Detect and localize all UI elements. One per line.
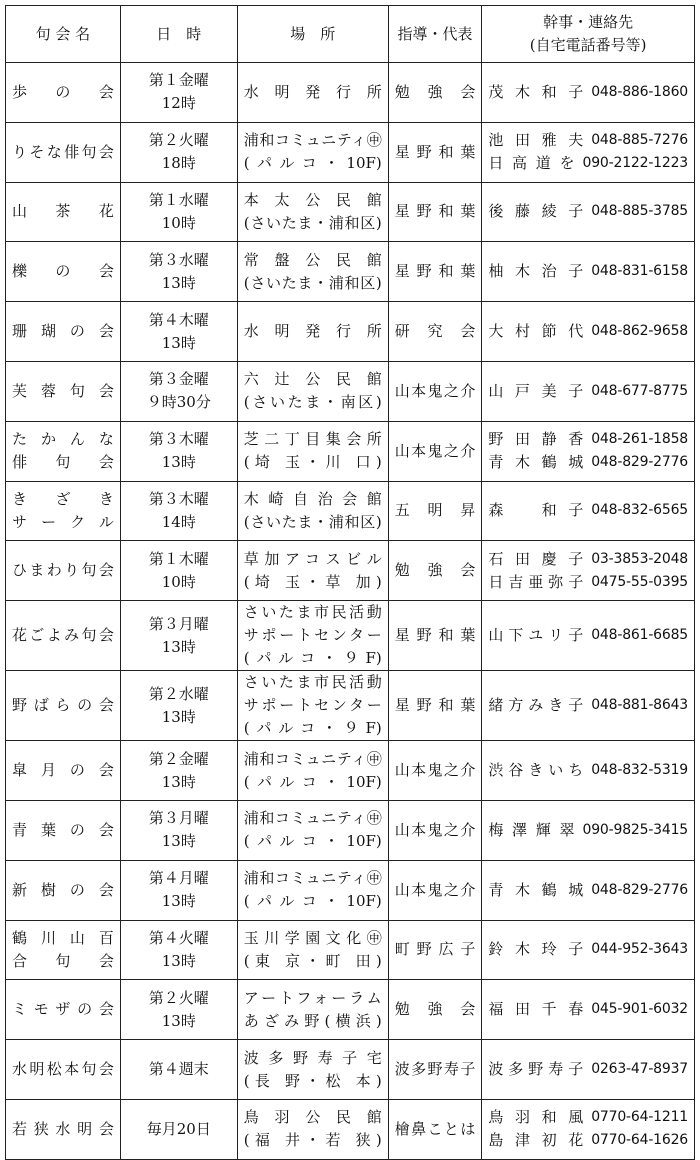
header-leader: 指導・代表: [388, 6, 482, 63]
table-row: [6, 361, 695, 421]
contact-phone: 090-2122-1223: [582, 155, 688, 172]
header-name: 句 会 名: [6, 6, 121, 63]
place-line: (パルコ・９F): [243, 719, 382, 738]
contact-phone: 048-832-5319: [591, 762, 688, 779]
time-line: 毎月20日: [146, 1119, 211, 1138]
cell-group-name: [6, 601, 121, 671]
contact-person: 野田静香: [488, 430, 584, 449]
time-line: 13時: [161, 453, 196, 472]
cell-time: [120, 242, 237, 302]
time-line: 13時: [161, 333, 196, 352]
cell-leader: 勉 強 会: [388, 980, 482, 1040]
cell-leader: 星野和葉: [388, 601, 482, 671]
place-line: 浦和コミュニティ㊥: [243, 809, 382, 828]
cell-place: [237, 671, 388, 741]
contact-line: [488, 260, 688, 283]
contact-line: [488, 428, 688, 451]
contact-phone: 0770-64-1626: [591, 1132, 688, 1149]
contact-phone: 0475-55-0395: [591, 573, 688, 590]
group-name-line: 皐 月 の 会: [12, 761, 114, 780]
cell-leader: 山本鬼之介: [388, 741, 482, 801]
contact-person: 鳥羽和風: [488, 1108, 584, 1127]
contact-person: 柚木治子: [488, 262, 584, 281]
group-name-line: 歩 の 会: [12, 82, 114, 101]
time-line: 12時: [161, 94, 196, 113]
cell-contact: [482, 541, 695, 601]
contact-phone: 048-885-3785: [591, 203, 688, 220]
contact-line: [488, 152, 688, 175]
cell-leader: 勉 強 会: [388, 541, 482, 601]
contact-phone: 048-862-9658: [591, 323, 688, 340]
time-line: 第１木曜: [148, 549, 209, 568]
place-line: 浦和コミュニティ㊥: [243, 749, 382, 768]
group-name-line: 鶴 川 山 百: [12, 928, 114, 947]
contact-line: [488, 1106, 688, 1129]
cell-contact: [482, 671, 695, 741]
cell-time: [120, 421, 237, 481]
contact-line: [488, 129, 688, 152]
contact-person: 福田千春: [488, 1000, 584, 1019]
place-line: さいたま市民活動: [243, 603, 382, 622]
cell-leader: 星野和葉: [388, 122, 482, 182]
cell-contact: [482, 980, 695, 1040]
time-line: 第３金曜: [148, 370, 209, 389]
group-name-line: 新 樹 の 会: [12, 880, 114, 899]
contact-person: 島津初花: [488, 1131, 584, 1150]
contact-person: 緒方みき子: [488, 696, 584, 715]
contact-phone: 0770-64-1211: [591, 1109, 688, 1126]
group-name-line: 櫟 の 会: [12, 262, 114, 281]
place-line: (さいたま・浦和区): [243, 213, 382, 232]
contact-person: 大村節代: [488, 322, 584, 341]
contact-line: [488, 81, 688, 104]
time-line: 第３月曜: [148, 614, 209, 633]
cell-group-name: [6, 980, 121, 1040]
place-line: サポートセンター: [243, 696, 382, 715]
header-contact: [482, 6, 695, 63]
cell-place: [237, 980, 388, 1040]
table-row: [6, 980, 695, 1040]
place-line: (さいたま・浦和区): [243, 273, 382, 292]
cell-leader: 檜鼻ことは: [388, 1099, 482, 1159]
table-row: [6, 481, 695, 541]
contact-line: [488, 200, 688, 223]
table-row: [6, 800, 695, 860]
cell-leader: 波多野寿子: [388, 1040, 482, 1100]
place-line: アートフォーラム: [243, 988, 382, 1007]
cell-place: [237, 741, 388, 801]
contact-person: 山戸美子: [488, 381, 584, 400]
time-line: 13時: [161, 637, 196, 656]
cell-contact: [482, 361, 695, 421]
cell-group-name: [6, 421, 121, 481]
table-row: [6, 182, 695, 242]
place-line: 水 明 発 行 所: [243, 322, 382, 341]
cell-contact: [482, 242, 695, 302]
time-line: 第２金曜: [148, 749, 209, 768]
cell-contact: [482, 860, 695, 920]
contact-line: [488, 819, 688, 842]
group-name-line: たかんな: [12, 430, 114, 449]
place-line: (福 井・若 狭): [243, 1131, 382, 1150]
time-line: 第１金曜: [148, 71, 209, 90]
cell-contact: [482, 920, 695, 980]
group-name-line: サークル: [12, 512, 114, 531]
time-line: 13時: [161, 951, 196, 970]
time-line: 13時: [161, 1011, 196, 1030]
cell-leader: 山本鬼之介: [388, 800, 482, 860]
place-line: 六 辻 公 民 館: [243, 370, 382, 389]
contact-person: 山下ユリ子: [488, 626, 584, 645]
cell-time: [120, 63, 237, 123]
contact-phone: 048-829-2776: [591, 454, 688, 471]
cell-group-name: [6, 302, 121, 362]
cell-time: [120, 671, 237, 741]
table-row: [6, 541, 695, 601]
table-row: [6, 421, 695, 481]
cell-time: [120, 182, 237, 242]
haiku-group-table: [5, 5, 695, 1160]
time-line: 第３木曜: [148, 489, 209, 508]
contact-line: [488, 624, 688, 647]
cell-leader: 勉 強 会: [388, 63, 482, 123]
place-line: 水 明 発 行 所: [243, 82, 382, 101]
cell-time: [120, 800, 237, 860]
cell-contact: [482, 302, 695, 362]
table-row: [6, 242, 695, 302]
group-name-line: りそな俳句会: [12, 142, 114, 161]
cell-group-name: [6, 242, 121, 302]
contact-line: [488, 938, 688, 961]
time-line: 第４週末: [148, 1060, 209, 1079]
contact-line: [488, 499, 688, 522]
contact-phone: 048-832-6565: [591, 502, 688, 519]
place-line: (パルコ・10F): [243, 154, 382, 173]
group-name-line: 山 茶 花: [12, 202, 114, 221]
cell-group-name: [6, 361, 121, 421]
contact-line: [488, 759, 688, 782]
table-row: [6, 741, 695, 801]
contact-person: 梅澤輝翠: [488, 820, 575, 839]
contact-person: 茂木和子: [488, 82, 584, 101]
time-line: 13時: [161, 892, 196, 911]
cell-time: [120, 920, 237, 980]
contact-person: 鈴木玲子: [488, 940, 584, 959]
time-line: ９時30分: [146, 393, 211, 412]
cell-contact: [482, 800, 695, 860]
place-line: (パルコ・９F): [243, 649, 382, 668]
place-line: 波多野寿子宅: [243, 1048, 382, 1067]
contact-phone: 048-886-1860: [591, 83, 688, 100]
time-line: 第２火曜: [148, 988, 209, 1007]
contact-person: 青木鶴城: [488, 880, 584, 899]
header-contact-main: 幹事・連絡先: [543, 13, 634, 31]
cell-group-name: [6, 920, 121, 980]
cell-group-name: [6, 122, 121, 182]
time-line: 13時: [161, 273, 196, 292]
cell-time: [120, 860, 237, 920]
group-name-line: 合 句 会: [12, 951, 114, 970]
contact-line: [488, 1058, 688, 1081]
contact-phone: 0263-47-8937: [591, 1061, 688, 1078]
table-header-row: [6, 6, 695, 63]
time-line: 第２水曜: [148, 684, 209, 703]
table-row: [6, 122, 695, 182]
time-line: 18時: [161, 154, 196, 173]
table-row: [6, 601, 695, 671]
contact-person: 渋谷きいち: [488, 761, 584, 780]
time-line: 第３水曜: [148, 250, 209, 269]
header-place: 場 所: [237, 6, 388, 63]
cell-group-name: [6, 63, 121, 123]
place-line: (パルコ・10F): [243, 772, 382, 791]
place-line: (長 野・松 本): [243, 1071, 382, 1090]
contact-line: [488, 548, 688, 571]
contact-person: 石田慶子: [488, 549, 584, 568]
group-name-line: き ざ き: [12, 489, 114, 508]
contact-phone: 044-952-3643: [591, 941, 688, 958]
place-line: サポートセンター: [243, 626, 382, 645]
contact-line: [488, 451, 688, 474]
cell-group-name: [6, 182, 121, 242]
place-line: 浦和コミュニティ㊥: [243, 869, 382, 888]
cell-time: [120, 741, 237, 801]
table-row: [6, 302, 695, 362]
group-name-line: ひまわり句会: [12, 561, 114, 580]
cell-group-name: [6, 800, 121, 860]
contact-line: [488, 694, 688, 717]
contact-line: [488, 998, 688, 1021]
cell-contact: [482, 481, 695, 541]
cell-leader: 町野広子: [388, 920, 482, 980]
contact-line: [488, 320, 688, 343]
table-row: [6, 920, 695, 980]
header-time: 日 時: [120, 6, 237, 63]
place-line: (埼 玉・川 口): [243, 453, 382, 472]
contact-line: [488, 571, 688, 594]
cell-time: [120, 481, 237, 541]
contact-person: 波多野寿子: [488, 1060, 584, 1079]
contact-phone: 048-831-6158: [591, 263, 688, 280]
cell-contact: [482, 741, 695, 801]
time-line: 第４木曜: [148, 310, 209, 329]
group-name-line: 芙 蓉 句 会: [12, 381, 114, 400]
time-line: 13時: [161, 772, 196, 791]
time-line: 第４火曜: [148, 928, 209, 947]
place-line: 木崎自治会館: [243, 489, 382, 508]
cell-time: [120, 541, 237, 601]
cell-contact: [482, 1040, 695, 1100]
cell-contact: [482, 601, 695, 671]
place-line: (さいたま・南区): [243, 393, 382, 412]
place-line: 芝二丁目集会所: [243, 430, 382, 449]
cell-time: [120, 302, 237, 362]
cell-place: [237, 1040, 388, 1100]
cell-group-name: [6, 860, 121, 920]
cell-time: [120, 1099, 237, 1159]
contact-phone: 048-861-6685: [591, 627, 688, 644]
place-line: (埼 玉・草 加): [243, 572, 382, 591]
table-row: [6, 63, 695, 123]
contact-phone: 045-901-6032: [591, 1001, 688, 1018]
place-line: (パルコ・10F): [243, 892, 382, 911]
cell-place: [237, 601, 388, 671]
group-name-line: 俳 句 会: [12, 453, 114, 472]
cell-leader: 星野和葉: [388, 182, 482, 242]
contact-person: 池田雅夫: [488, 131, 584, 150]
cell-time: [120, 361, 237, 421]
table-body: [6, 63, 695, 1160]
cell-contact: [482, 122, 695, 182]
cell-contact: [482, 63, 695, 123]
time-line: 第１水曜: [148, 190, 209, 209]
group-name-line: 青 葉 の 会: [12, 820, 114, 839]
group-name-line: 珊 瑚 の 会: [12, 322, 114, 341]
contact-person: 森 和子: [488, 501, 584, 520]
group-name-line: ミモザの会: [12, 1000, 114, 1019]
place-line: あざみ野(横浜): [243, 1011, 382, 1030]
cell-time: [120, 122, 237, 182]
cell-group-name: [6, 541, 121, 601]
cell-place: [237, 541, 388, 601]
place-line: 常 盤 公 民 館: [243, 250, 382, 269]
time-line: 第３月曜: [148, 809, 209, 828]
cell-time: [120, 980, 237, 1040]
cell-contact: [482, 421, 695, 481]
cell-place: [237, 1099, 388, 1159]
contact-phone: 090-9825-3415: [582, 821, 688, 838]
cell-place: [237, 302, 388, 362]
cell-leader: 山本鬼之介: [388, 421, 482, 481]
contact-phone: 048-829-2776: [591, 881, 688, 898]
cell-time: [120, 1040, 237, 1100]
time-line: 10時: [161, 213, 196, 232]
contact-line: [488, 380, 688, 403]
contact-person: 日高道を: [488, 154, 575, 173]
contact-phone: 048-261-1858: [591, 431, 688, 448]
contact-person: 後藤綾子: [488, 202, 584, 221]
place-line: (東 京・町 田): [243, 951, 382, 970]
table-row: [6, 860, 695, 920]
time-line: 10時: [161, 572, 196, 591]
time-line: 13時: [161, 832, 196, 851]
cell-leader: 星野和葉: [388, 671, 482, 741]
cell-group-name: [6, 671, 121, 741]
time-line: 第３木曜: [148, 430, 209, 449]
cell-leader: 星野和葉: [388, 242, 482, 302]
cell-place: [237, 421, 388, 481]
place-line: (さいたま・浦和区): [243, 512, 382, 531]
cell-place: [237, 481, 388, 541]
place-line: 草加アコスビル: [243, 549, 382, 568]
cell-group-name: [6, 1040, 121, 1100]
place-line: 鳥 羽 公 民 館: [243, 1108, 382, 1127]
time-line: 第４月曜: [148, 869, 209, 888]
cell-place: [237, 361, 388, 421]
time-line: 13時: [161, 707, 196, 726]
cell-place: [237, 242, 388, 302]
table-row: [6, 1040, 695, 1100]
place-line: さいたま市民活動: [243, 673, 382, 692]
time-line: 第２火曜: [148, 131, 209, 150]
cell-place: [237, 63, 388, 123]
group-name-line: 花ごよみ句会: [12, 626, 114, 645]
contact-phone: 03-3853-2048: [591, 550, 688, 567]
contact-phone: 048-881-8643: [591, 697, 688, 714]
place-line: (パルコ・10F): [243, 832, 382, 851]
place-line: 本 太 公 民 館: [243, 190, 382, 209]
contact-person: 日吉亜弥子: [488, 572, 584, 591]
contact-line: [488, 879, 688, 902]
contact-phone: 048-885-7276: [591, 132, 688, 149]
place-line: 浦和コミュニティ㊥: [243, 131, 382, 150]
contact-person: 青木鶴城: [488, 453, 584, 472]
cell-place: [237, 800, 388, 860]
contact-phone: 048-677-8775: [591, 382, 688, 399]
cell-leader: 五 明 昇: [388, 481, 482, 541]
cell-contact: [482, 182, 695, 242]
table-row: [6, 1099, 695, 1159]
cell-group-name: [6, 1099, 121, 1159]
cell-place: [237, 122, 388, 182]
cell-place: [237, 920, 388, 980]
place-line: 玉川学園文化㊥: [243, 928, 382, 947]
cell-group-name: [6, 481, 121, 541]
cell-group-name: [6, 741, 121, 801]
cell-time: [120, 601, 237, 671]
cell-place: [237, 182, 388, 242]
group-name-line: 水明松本句会: [12, 1060, 114, 1079]
group-name-line: 若狭水明会: [12, 1119, 114, 1138]
contact-line: [488, 1129, 688, 1152]
cell-leader: 山本鬼之介: [388, 860, 482, 920]
group-name-line: 野ばらの会: [12, 696, 114, 715]
cell-contact: [482, 1099, 695, 1159]
header-contact-sub: (自宅電話番号等): [529, 36, 647, 54]
cell-leader: 山本鬼之介: [388, 361, 482, 421]
table-row: [6, 671, 695, 741]
cell-place: [237, 860, 388, 920]
cell-leader: 研 究 会: [388, 302, 482, 362]
time-line: 14時: [161, 512, 196, 531]
